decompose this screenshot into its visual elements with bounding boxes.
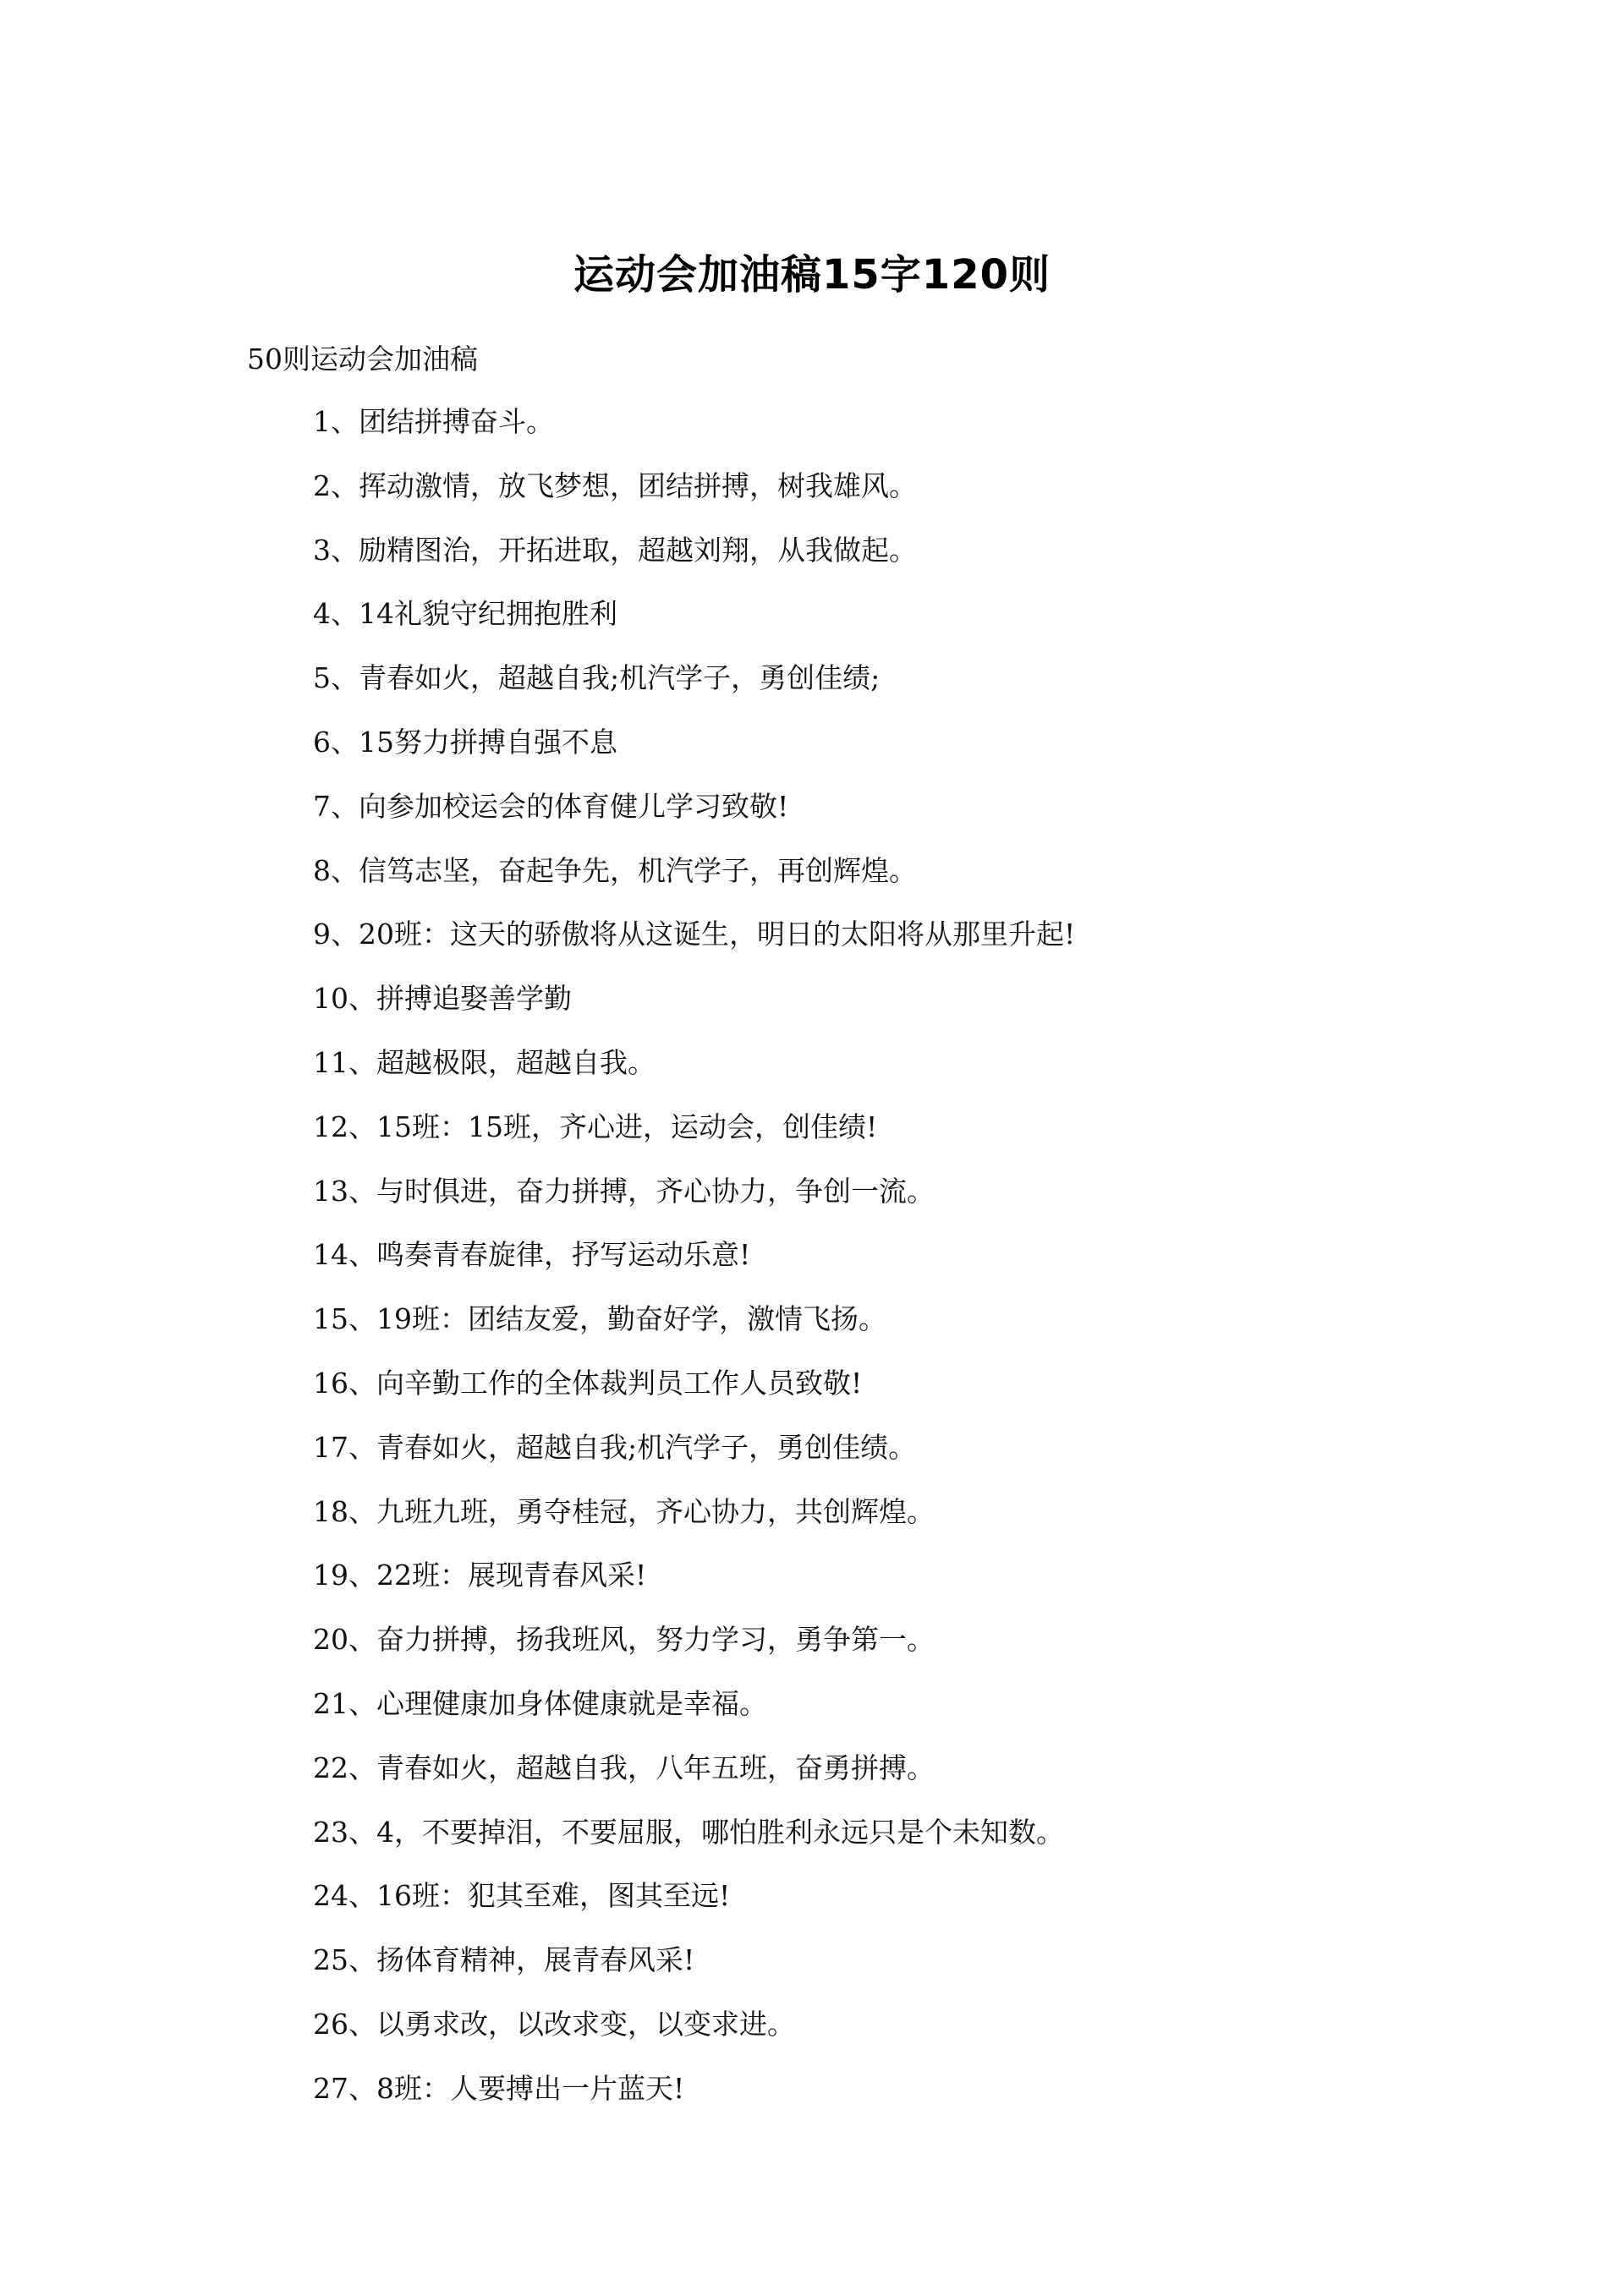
- list-item: 8、信笃志坚，奋起争先，机汽学子，再创辉煌。: [313, 853, 917, 887]
- list-item: 1、团结拼搏奋斗。: [313, 405, 554, 438]
- list-item: 20、奋力拼搏，扬我班风，努力学习，勇争第一。: [313, 1623, 935, 1657]
- list-item: 6、15努力拼搏自强不息: [313, 725, 617, 759]
- list-item: 27、8班：人要搏出一片蓝天!: [313, 2071, 685, 2105]
- list-item: 23、4，不要掉泪，不要屈服，哪怕胜利永远只是个未知数。: [313, 1815, 1064, 1849]
- list-item: 12、15班：15班，齐心进，运动会，创佳绩!: [313, 1110, 878, 1143]
- list-item: 13、与时俱进，奋力拼搏，齐心协力，争创一流。: [313, 1174, 935, 1208]
- list-item: 9、20班：这天的骄傲将从这诞生，明日的太阳将从那里升起!: [313, 918, 1076, 951]
- list-item: 5、青春如火，超越自我;机汽学子，勇创佳绩;: [313, 661, 881, 695]
- list-item: 25、扬体育精神，展青春风采!: [313, 1943, 695, 1977]
- list-item: 26、以勇求改，以改求变，以变求进。: [313, 2007, 795, 2041]
- list-item: 4、14礼貌守纪拥抱胜利: [313, 597, 617, 631]
- list-item: 2、挥动激情，放飞梦想，团结拼搏，树我雄风。: [313, 469, 917, 502]
- list-item: 14、鸣奏青春旋律，抒写运动乐意!: [313, 1238, 751, 1272]
- list-item: 16、向辛勤工作的全体裁判员工作人员致敬!: [313, 1366, 863, 1400]
- list-item: 24、16班：犯其至难，图其至远!: [313, 1879, 731, 1913]
- list-item: 21、心理健康加身体健康就是幸福。: [313, 1686, 767, 1720]
- list-item: 18、九班九班，勇夺桂冠，齐心协力，共创辉煌。: [313, 1494, 935, 1528]
- list-item: 19、22班：展现青春风采!: [313, 1559, 647, 1592]
- list-item: 15、19班：团结友爱，勤奋好学，激情飞扬。: [313, 1302, 886, 1336]
- document-title: 运动会加油稿15字120则: [573, 251, 1051, 299]
- list-item: 22、青春如火，超越自我，八年五班，奋勇拼搏。: [313, 1751, 935, 1784]
- document-subtitle: 50则运动会加油稿: [247, 342, 478, 375]
- list-item: 17、青春如火，超越自我;机汽学子，勇创佳绩。: [313, 1430, 917, 1464]
- list-item: 11、超越极限，超越自我。: [313, 1045, 656, 1079]
- list-item: 3、励精图治，开拓进取，超越刘翔，从我做起。: [313, 533, 917, 567]
- list-item: 10、拼搏追娶善学勤: [313, 982, 572, 1016]
- list-item: 7、向参加校运会的体育健儿学习致敬!: [313, 789, 789, 823]
- slogan-list: [313, 401, 1497, 2132]
